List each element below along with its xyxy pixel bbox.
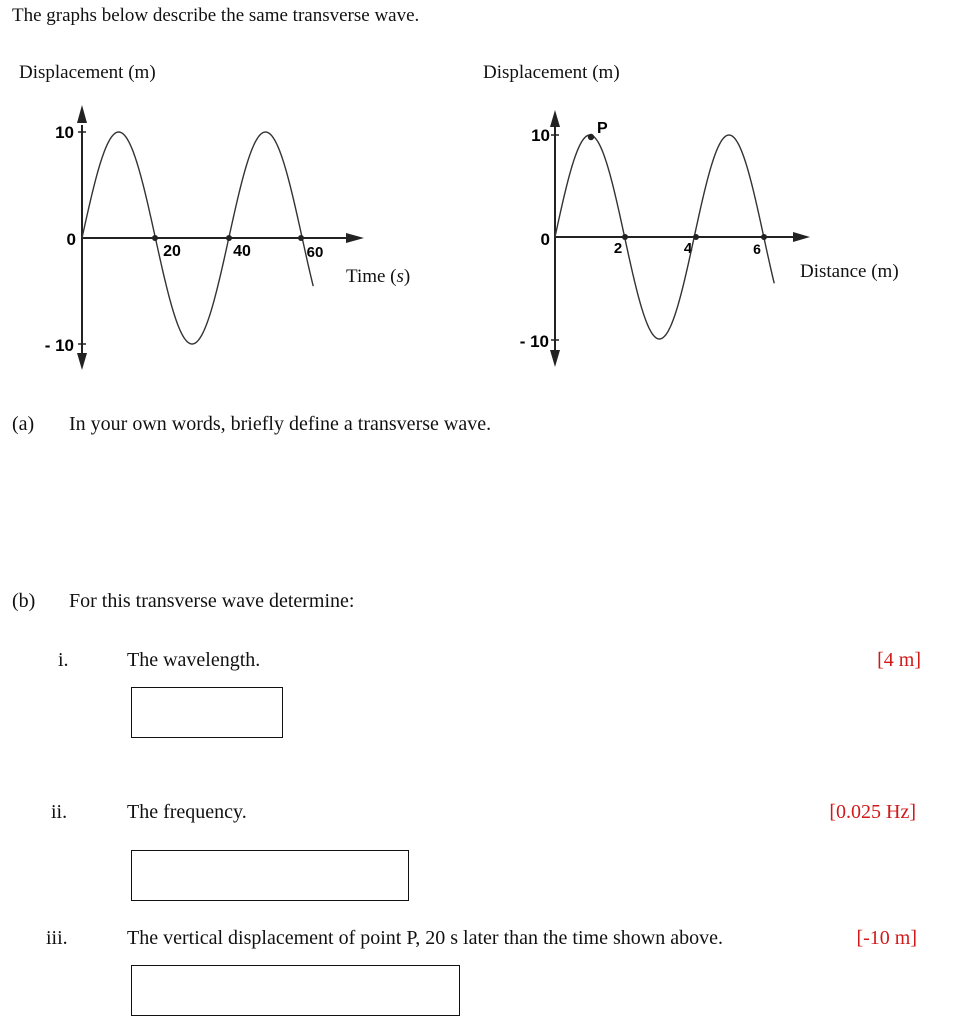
item-answer: [0.025 Hz] [829, 801, 916, 823]
distance-graph [460, 95, 820, 385]
x-tick-label: 20 [163, 243, 181, 260]
question-a-label: (a) [12, 413, 35, 435]
y-tick-label: - 10 [519, 332, 549, 351]
item-text: The frequency. [127, 801, 247, 823]
right-graph-ylabel: Displacement (m) [483, 62, 620, 83]
y-tick-label: - 10 [44, 336, 74, 355]
y-tick-label: 10 [55, 123, 74, 142]
question-a-text: In your own words, briefly define a transverse wave. [69, 413, 492, 435]
y-tick-label: 0 [540, 230, 550, 249]
y-axis-down-arrow-icon [550, 350, 560, 367]
x-tick-label: 4 [683, 240, 693, 257]
y-axis-up-arrow-icon [77, 105, 87, 123]
item-text: The vertical displacement of point P, 20 s later than the time shown above. [127, 927, 723, 949]
x-tick-label: 60 [306, 244, 324, 261]
item-answer: [-10 m] [856, 927, 917, 949]
wavelength-answer-box[interactable] [131, 687, 283, 738]
left-graph-ylabel: Displacement (m) [19, 62, 156, 83]
point-p-label: P [597, 120, 608, 137]
x-axis-right-arrow-icon [346, 233, 364, 243]
item-number: ii. [51, 801, 68, 823]
item-answer: [4 m] [877, 649, 921, 671]
intro-text: The graphs below describe the same transverse wave. [12, 5, 420, 26]
x-tick-label: 6 [753, 241, 761, 257]
question-b-label: (b) [12, 590, 36, 612]
y-tick-label: 10 [531, 126, 550, 145]
frequency-answer-box[interactable] [131, 850, 409, 901]
x-axis-right-arrow-icon [793, 232, 810, 242]
point-p-marker [588, 134, 594, 140]
left-graph-xlabel: Time (s) [346, 266, 411, 287]
y-axis-down-arrow-icon [77, 353, 87, 370]
question-b-text: For this transverse wave determine: [69, 590, 355, 612]
item-text: The wavelength. [127, 649, 261, 671]
item-number: iii. [46, 927, 68, 949]
y-tick-label: 0 [66, 230, 76, 249]
item-number: i. [58, 649, 69, 671]
y-axis-up-arrow-icon [550, 110, 560, 127]
x-tick-label: 2 [613, 240, 623, 257]
displacement-answer-box[interactable] [131, 965, 460, 1016]
time-graph [0, 95, 440, 385]
x-tick-label: 40 [233, 243, 251, 260]
right-graph-xlabel: Distance (m) [800, 261, 899, 282]
